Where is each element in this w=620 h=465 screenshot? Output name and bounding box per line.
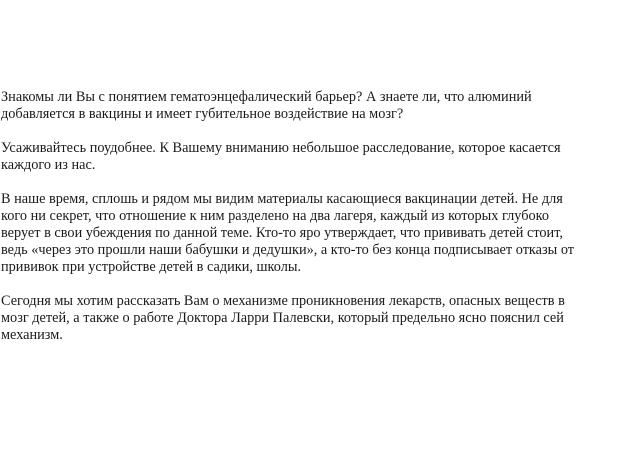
paragraph-intro: Знакомы ли Вы с понятием гематоэнцефалический барьер? А знаете ли, что алюминий добавляется в вакцины и имеет губительное воздействие на мозг? [1,89,532,122]
document-body [1,89,618,361]
paragraph-mechanism: Сегодня мы хотим рассказать Вам о механизме проникновения лекарств, опасных веществ в мозг детей, а также о работе Доктора Ларри Палевски, который предельно ясно пояснил сей механизм. [1,293,565,343]
paragraph-invitation: Усаживайтесь поудобнее. К Вашему вниманию небольшое расследование, которое касается каждого из нас. [1,140,561,173]
paragraph-vaccination-debate: В наше время, сплошь и рядом мы видим материалы касающиеся вакцинации детей. Не для кого ни секрет, что отношение к ним разделено на два лагеря, каждый из которых глубоко верует в свои убеждения по данной теме. Кто-то яро утверждает, что прививать детей стоит, ведь «через это прошли наши бабушки и дедушки», а кто-то без конца подписывает отказы от прививок при устройстве детей в садики, школы. [1,191,575,275]
